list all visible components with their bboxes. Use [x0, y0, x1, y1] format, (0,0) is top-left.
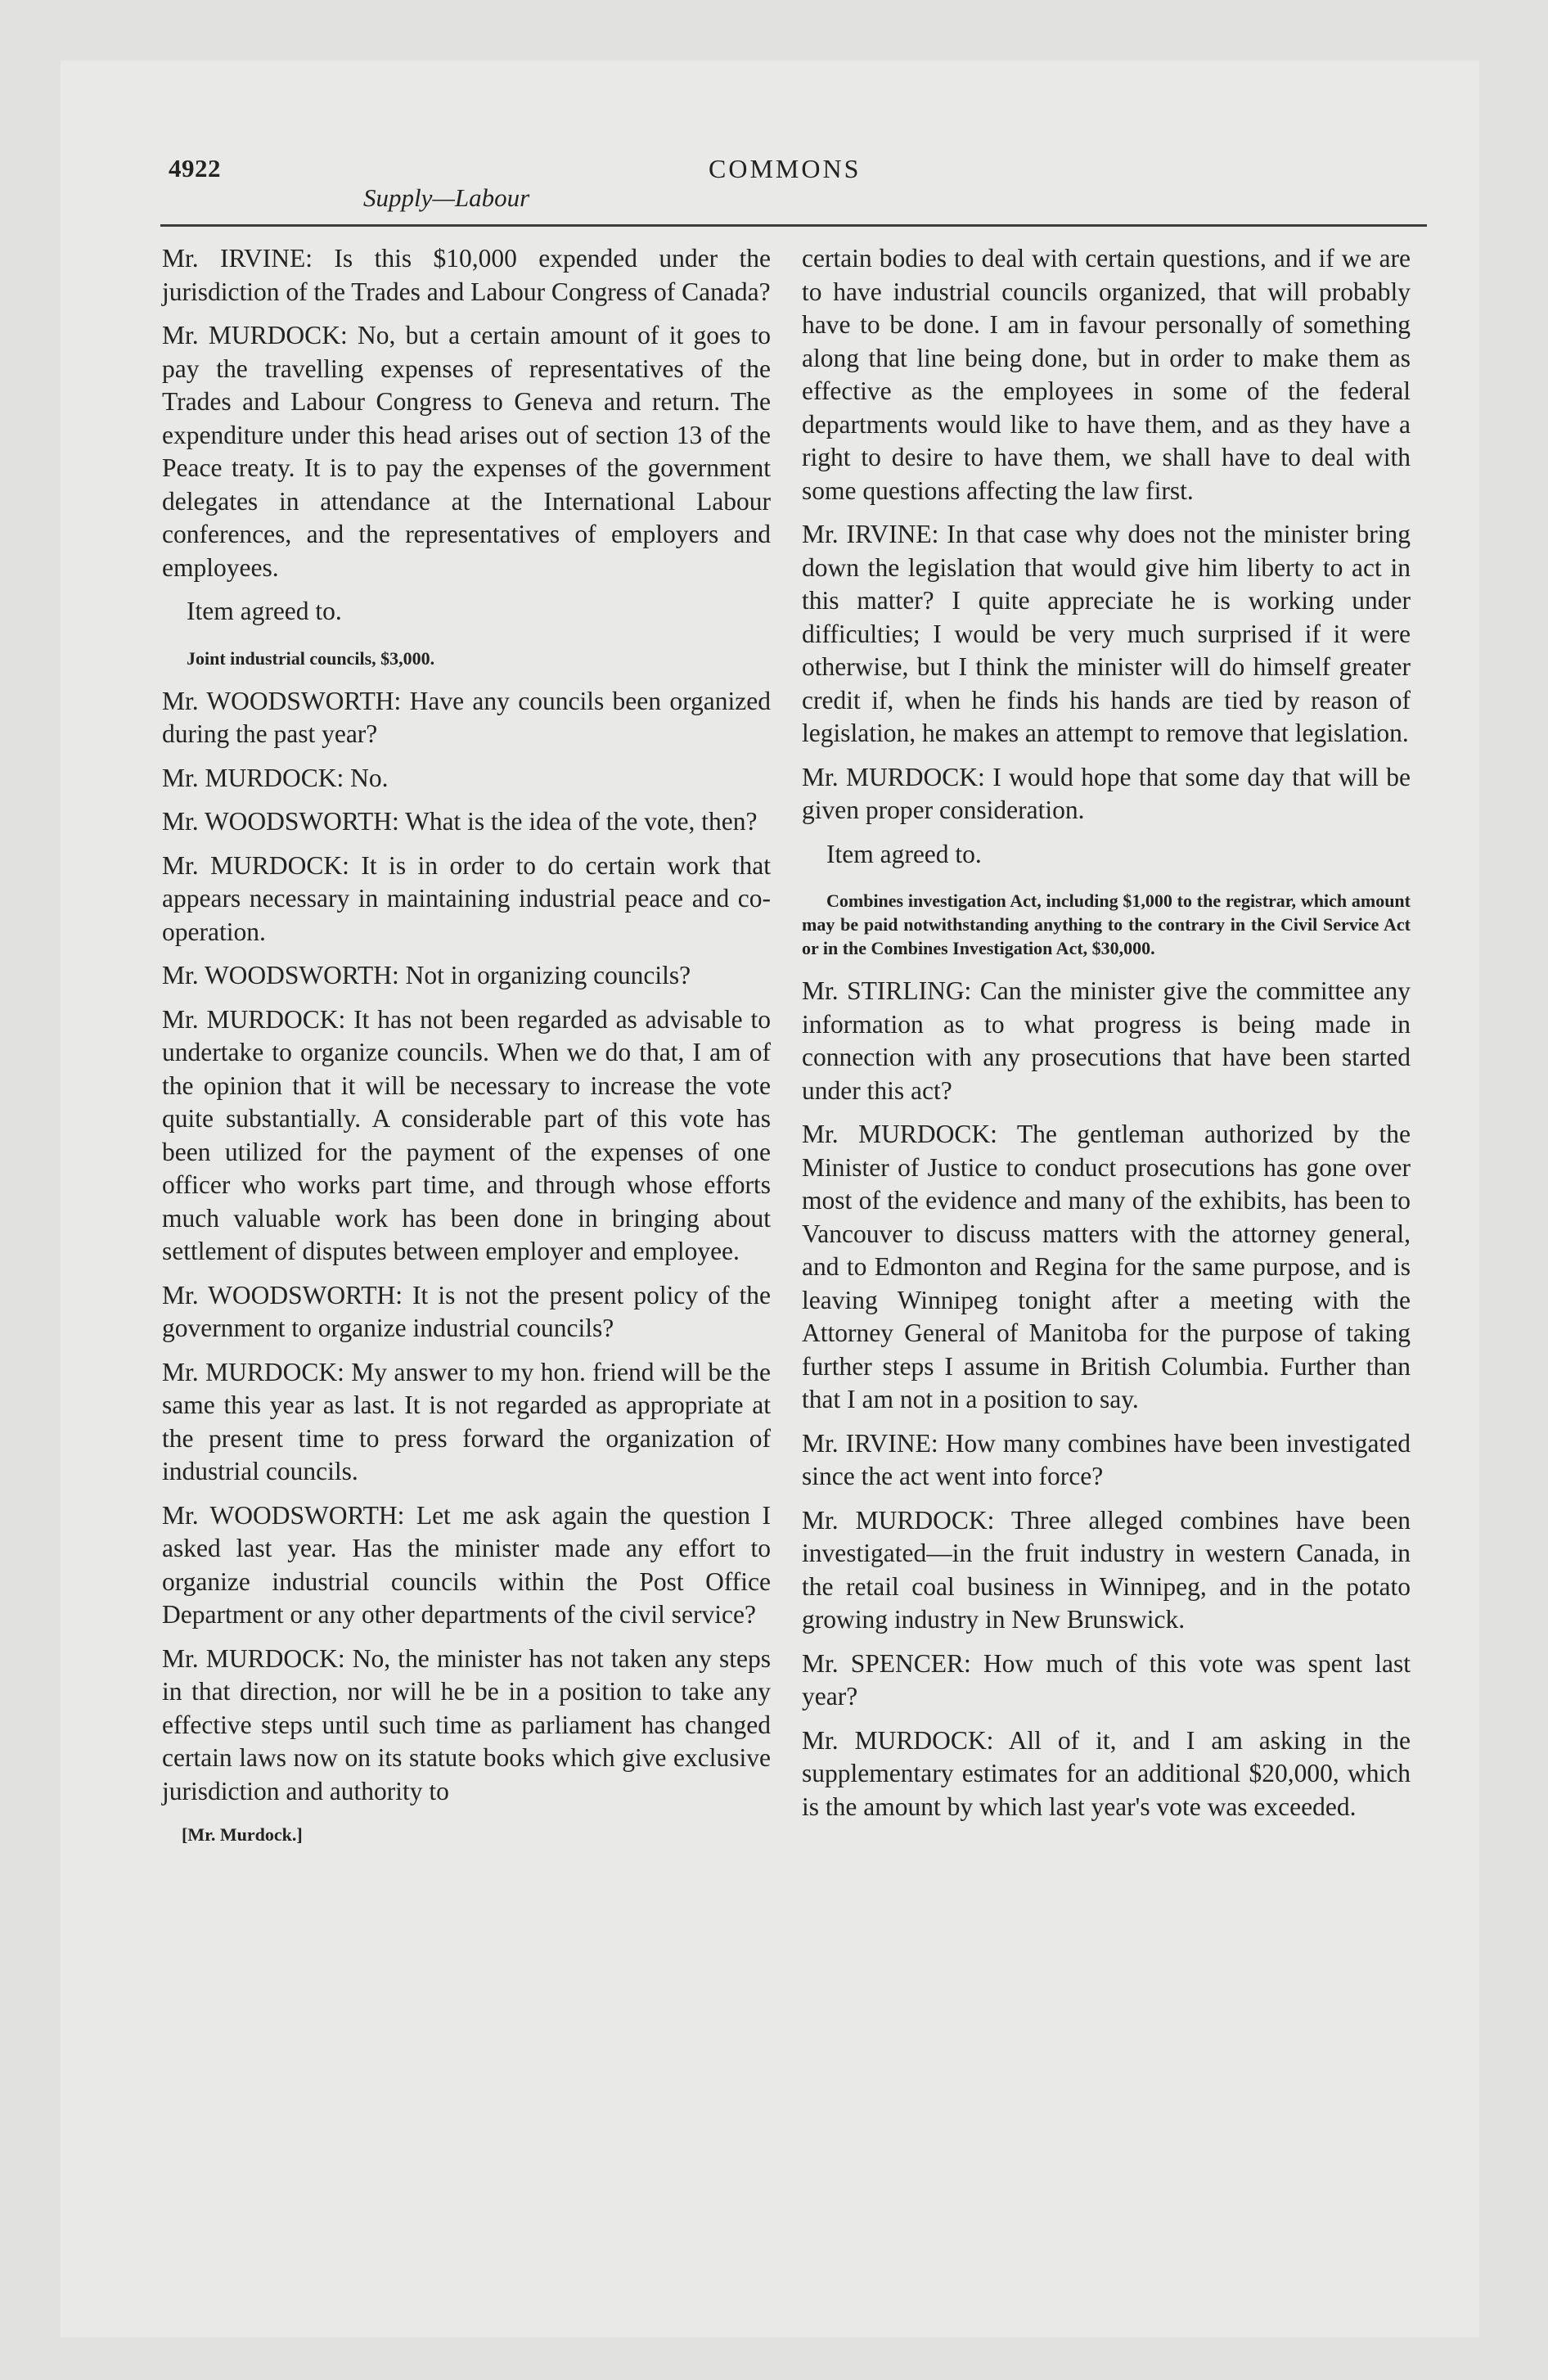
paragraph: Mr. MURDOCK: The gentleman authorized by the Minister of Justice to conduct prosecutions has gone over most of the evidence and many of the exhibits, has been to Vancouver to discuss matters with the attorney general, and to Edmonton and Regina for the same purpose, and is leaving Winnipeg tonight after a meeting with the Attorney General of Manitoba for the purpose of taking further steps I assume in British Columbia. Further than that I am not in a position to say.	[802, 1120, 1411, 1413]
right-column	[802, 242, 1411, 1834]
page-number: 4922	[169, 154, 221, 183]
paragraph: certain bodies to deal with certain questions, and if we are to have industrial councils organized, that will probably have to be done. I am in favour personally of something along that line being done, but in order to make them as effective as the employees in some of the federal departments would like to have them, and as they have a right to desire to have them, we shall have to deal with some questions affecting the law first.	[802, 244, 1411, 505]
paragraph: Mr. MURDOCK: No.	[162, 763, 389, 792]
vote-item-heading: Joint industrial councils, $3,000.	[187, 647, 435, 669]
page-title: COMMONS	[709, 154, 862, 183]
paragraph: Mr. MURDOCK: Three alleged combines have been investigated—in the fruit industry in western Canada, in the retail coal business in Winnipeg, and in the potato growing industry in New Brunswick.	[802, 1505, 1411, 1634]
speaker-footnote: [Mr. Murdock.]	[182, 1824, 303, 1845]
paragraph: Mr. WOODSWORTH: What is the idea of the vote, then?	[162, 807, 758, 836]
paragraph: Mr. MURDOCK: It is in order to do certain work that appears necessary in maintaining industrial peace and co-operation.	[162, 850, 771, 946]
paragraph: Mr. MURDOCK: No, but a certain amount of it goes to pay the travelling expenses of representatives of the Trades and Labour Congress to Geneva and return. The expenditure under this head arises out of section 13 of the Peace treaty. It is to pay the expenses of the government delegates in attendance at the International Labour conferences, and the representatives of employers and employees.	[162, 321, 771, 582]
paragraph: Mr. STIRLING: Can the minister give the committee any information as to what progress is being made in connection with any prosecutions that have been started under this act?	[802, 976, 1411, 1105]
item-agreed: Item agreed to.	[187, 597, 342, 625]
paragraph: Mr. MURDOCK: My answer to my hon. friend will be the same this year as last. It is not regarded as appropriate at the present time to press forward the organization of industrial councils.	[162, 1357, 771, 1485]
paragraph: Mr. WOODSWORTH: Not in organizing councils?	[162, 961, 691, 989]
header-rule	[160, 224, 1427, 227]
paragraph: Mr. MURDOCK: It has not been regarded as advisable to undertake to organize councils. When we do that, I am of the opinion that it will be necessary to increase the vote quite substantially. A considerable part of this vote has been utilized for the payment of the expenses of one officer who works part time, and through whose efforts much valuable work has been done in bringing about settlement of disputes between employer and employee.	[162, 1004, 771, 1265]
paragraph: Mr. WOODSWORTH: Let me ask again the question I asked last year. Has the minister made any effort to organize industrial councils within the Post Office Department or any other departments of the civil service?	[162, 1500, 771, 1629]
paragraph: Mr. WOODSWORTH: Have any councils been organized during the past year?	[162, 686, 771, 748]
paragraph: Mr. IRVINE: In that case why does not the minister bring down the legislation that would give him liberty to act in this matter? I quite appreciate he is working under difficulties; I would be very much surprised if it were otherwise, but I think the minister will do himself greater credit if, when he finds his hands are tied by reason of legislation, he makes an attempt to remove that legislation.	[802, 520, 1411, 747]
item-agreed: Item agreed to.	[826, 839, 982, 868]
paragraph: Mr. IRVINE: How many combines have been investigated since the act went into force?	[802, 1428, 1411, 1490]
left-column	[162, 242, 771, 1852]
paragraph: Mr. MURDOCK: No, the minister has not taken any steps in that direction, nor will he be in a position to take any effective steps until such time as parliament has changed certain laws now on its statute books which give exclusive jurisdiction and authority to	[162, 1643, 771, 1805]
paragraph: Mr. IRVINE: Is this $10,000 expended under the jurisdiction of the Trades and Labour Congress of Canada?	[162, 244, 771, 306]
paragraph: Mr. SPENCER: How much of this vote was spent last year?	[802, 1648, 1411, 1711]
page-subtitle: Supply—Labour	[363, 183, 530, 212]
paragraph: Mr. MURDOCK: I would hope that some day that will be given proper consideration.	[802, 762, 1411, 824]
vote-item-heading: Combines investigation Act, including $1,000 to the registrar, which amount may be paid notwithstanding anything to the contrary in the Civil Service Act or in the Combines Investigation Act, $30,000.	[802, 890, 1411, 958]
paragraph: Mr. WOODSWORTH: It is not the present policy of the government to organize industrial councils?	[162, 1280, 771, 1342]
paragraph: Mr. MURDOCK: All of it, and I am asking in the supplementary estimates for an additional $20,000, which is the amount by which last year's vote was exceeded.	[802, 1725, 1411, 1821]
